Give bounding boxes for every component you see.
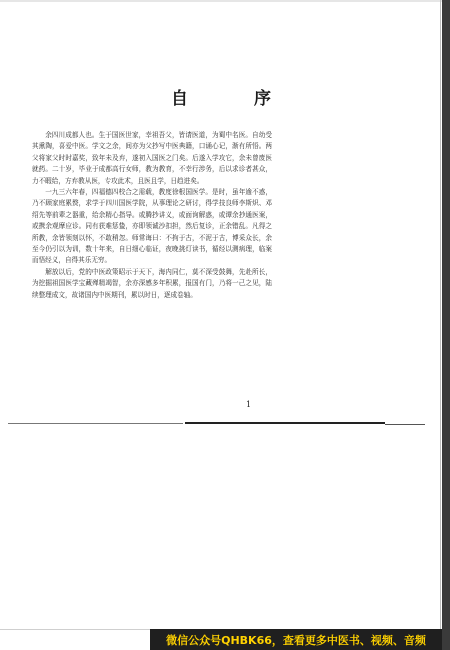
paragraph: 余四川成都人也。生于国医世家，幸祖吾父，皆请医道，为蜀中名医。自幼受其熏陶，喜爱中医。学文之余，间亦为父抄写中医典籍，口诵心记，渐有所悟。两父将家父时时嘉奖，致年未及弃，遂初入国医之门矣。后遂入学攻它，余未曾废医就药。二十岁，毕业于成都高行女师，教为教育，不幸行涉务，后以求诊者甚众，力不暇给，方弃教从医，专攻此术，且医且学，日趋进矣。	[32, 131, 272, 185]
scan-edge-divider	[0, 421, 442, 427]
footer-banner	[150, 629, 442, 650]
footer-banner-text: 微信公众号QHBK66，查看更多中医书、视频、音频	[166, 633, 426, 647]
page-title: 自 序	[171, 89, 301, 109]
paragraph: 解放以后，党的中医政策昭示于天下，海内同仁，莫不深受鼓舞，先赴所长，为挖掘祖国医学宝藏殚精竭智，余亦深感多年积累，报国有门，乃将一己之见，陆续整理成文，故诸国内中医期刊，累以时日，逐成卷轴。	[32, 267, 272, 299]
page-top-edge	[0, 0, 442, 2]
viewer-scrollbar-frame[interactable]	[442, 0, 450, 650]
preface-body	[32, 130, 272, 301]
paragraph: 一九三六年春，四福德四校合之需载，教度徐根国医学。是时，虽年逾不惑，乃不顾家庭累赘，求学于四川国医学院，从事理论之研讨，得学技良师李斯炽、邓绍先等前辈之器重，给余精心指导。或腾抄讲义，或面询解惑，或谭余抄通医案，或携余观摩应诊。同有获难惩蛰，亦即领诚沙扣担，然后复诊，正余错乱。凡得之所教，余皆领刻以怀，不敢稍忽。师常诲曰：不拘于古，不泥于古，博采众长，余至今仍引以为训，数十年来，自日细心临证，夜晚挑灯读书，循经以测病理，临案而悟经义，自得其乐无穷。	[32, 188, 272, 265]
page-number: 1	[246, 400, 252, 409]
